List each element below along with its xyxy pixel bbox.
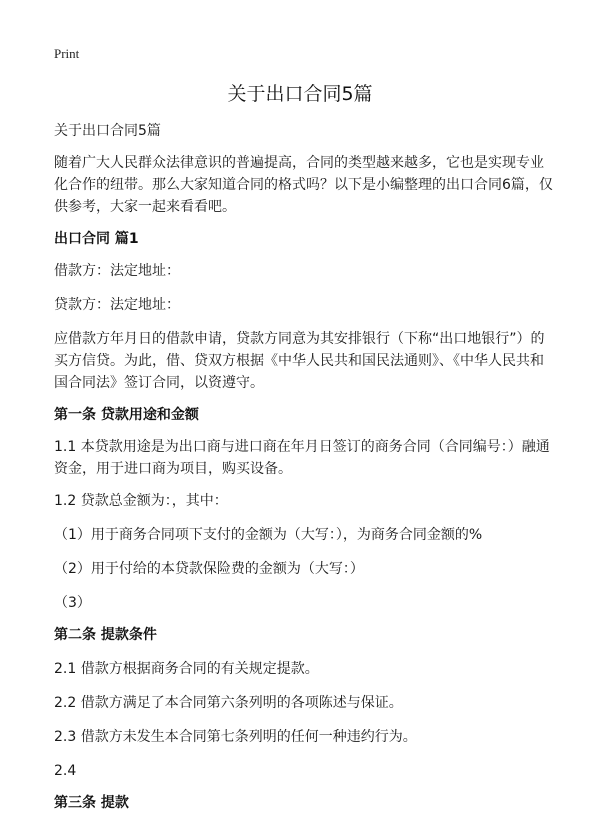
article-1-heading: 第一条 贷款用途和金额 bbox=[54, 407, 199, 423]
document-body bbox=[54, 120, 554, 814]
lender-line: 贷款方：法定地址： bbox=[54, 297, 180, 313]
clause-item-2: （2）用于付给的本贷款保险费的金额为（大写：） bbox=[54, 561, 364, 577]
clause-2-1: 2.1 借款方根据商务合同的有关规定提款。 bbox=[54, 661, 319, 677]
clause-2-4: 2.4 bbox=[54, 763, 77, 779]
section-heading-1: 出口合同 篇1 bbox=[54, 231, 139, 247]
article-2-heading: 第二条 提款条件 bbox=[54, 627, 157, 643]
clause-2-3: 2.3 借款方未发生本合同第七条列明的任何一种违约行为。 bbox=[54, 729, 417, 745]
borrower-line: 借款方：法定地址： bbox=[54, 263, 180, 279]
clause-item-3: （3） bbox=[54, 595, 91, 611]
clause-1-2: 1.2 贷款总金额为：，其中： bbox=[54, 493, 228, 509]
preamble-paragraph: 应借款方年月日的借款申请，贷款方同意为其安排银行（下称“出口地银行”）的买方信贷。为此，借、贷双方根据《中华人民共和国民法通则》、《中华人民共和国合同法》签订合同，以资遵守。 bbox=[54, 331, 545, 391]
intro-paragraph: 随着广大人民群众法律意识的普遍提高，合同的类型越来越多，它也是实现专业化合作的纽带。那么大家知道合同的格式吗？以下是小编整理的出口合同6篇，仅供参考，大家一起来看看吧。 bbox=[54, 155, 553, 215]
document-subtitle: 关于出口合同5篇 bbox=[54, 123, 161, 139]
clause-2-2: 2.2 借款方满足了本合同第六条列明的各项陈述与保证。 bbox=[54, 695, 403, 711]
print-link[interactable]: Print bbox=[54, 46, 80, 61]
article-3-heading: 第三条 提款 bbox=[54, 795, 129, 811]
page-title: 关于出口合同5篇 bbox=[227, 83, 373, 105]
clause-1-1: 1.1 本贷款用途是为出口商与进口商在年月日签订的商务合同（合同编号：）融通资金，用于进口商为项目，购买设备。 bbox=[54, 439, 550, 477]
clause-item-1: （1）用于商务合同项下支付的金额为（大写：），为商务合同金额的% bbox=[54, 527, 483, 543]
